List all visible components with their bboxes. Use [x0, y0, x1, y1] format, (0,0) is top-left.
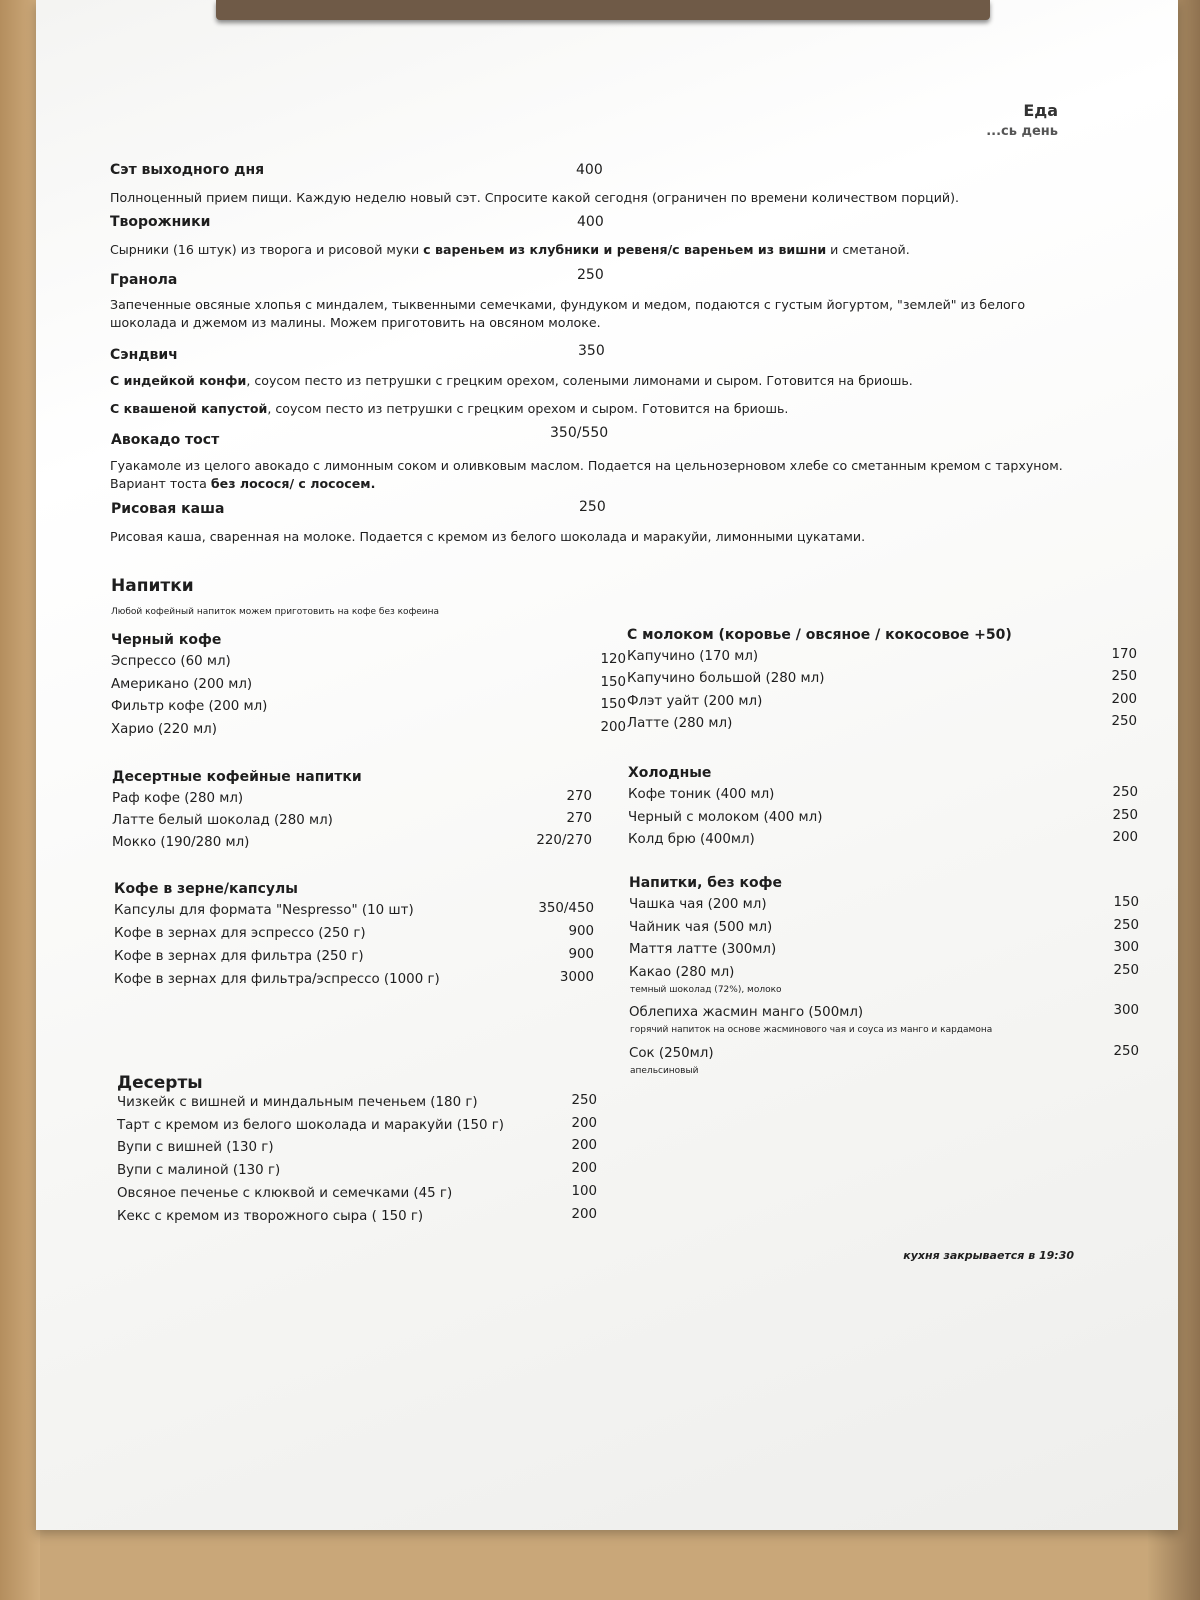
menu-row-price: 250: [1113, 1043, 1139, 1059]
menu-row-name: Капучино (170 мл): [627, 649, 759, 664]
food-item-name: Сэт выходного дня: [110, 162, 265, 178]
menu-row-note: темный шоколад (72%), молоко: [630, 984, 782, 995]
menu-row-name: Мокко (190/280 мл): [112, 835, 250, 850]
menu-row-price: 200: [571, 1138, 597, 1154]
menu-row-price: 300: [1113, 940, 1139, 955]
menu-row-name: Кофе в зернах для эспрессо (250 г): [114, 926, 366, 941]
menu-row-price: 300: [1113, 1003, 1139, 1018]
menu-row-price: 350/450: [538, 901, 594, 916]
menu-row-price: 200: [1112, 830, 1138, 845]
menu-row-price: 200: [571, 1161, 597, 1177]
menu-row-name: Тарт с кремом из белого шоколада и маракуйи (150 г): [117, 1117, 505, 1133]
drink-group-title: Кофе в зерне/капсулы: [114, 881, 298, 897]
kitchen-closing-note: кухня закрывается в 19:30: [903, 1249, 1074, 1262]
food-item-desc: Полноценный прием пищи. Каждую неделю новый сэт. Спросите какой сегодня (ограничен по времени количеством порций).: [110, 190, 959, 205]
menu-row-name: Капсулы для формата "Nespresso" (10 шт): [114, 903, 414, 918]
food-item-price: 400: [576, 162, 603, 178]
food-item-name: Рисовая каша: [111, 501, 225, 517]
menu-row-note: апельсиновый: [630, 1065, 699, 1076]
menu-row-name: Эспрессо (60 мл): [111, 654, 231, 669]
menu-row-name: Сок (250мл): [629, 1045, 714, 1061]
menu-row-price: 250: [1111, 713, 1137, 729]
menu-row-price: 3000: [559, 970, 594, 985]
menu-row-price: 170: [1111, 647, 1137, 662]
menu-row-price: 100: [571, 1183, 597, 1199]
drink-group-title: Холодные: [628, 765, 712, 781]
menu-row-price: 200: [571, 1115, 597, 1131]
drink-group-title: Черный кофе: [111, 632, 222, 648]
food-section-label: Еда: [1023, 101, 1058, 120]
clipboard-clip: [216, 0, 990, 20]
menu-row-name: Чашка чая (200 мл): [629, 897, 767, 912]
menu-row-price: 150: [1113, 895, 1139, 910]
drink-group-title: С молоком (коровье / овсяное / кокосовое +50): [627, 627, 1012, 643]
menu-row-name: Латте белый шоколад (280 мл): [112, 813, 333, 828]
menu-row-price: 200: [571, 1206, 597, 1222]
food-item-name: Творожники: [110, 214, 211, 230]
menu-row-price: 150: [600, 674, 626, 690]
menu-row-price: 900: [568, 924, 594, 939]
menu-row-price: 270: [566, 789, 592, 804]
menu-row-name: Колд брю (400мл): [628, 832, 755, 847]
drink-group-title: Напитки, без кофе: [629, 875, 783, 891]
menu-row-price: 270: [566, 811, 592, 826]
menu-row-name: Фильтр кофе (200 мл): [111, 699, 268, 714]
menu-row-price: 900: [568, 947, 594, 962]
menu-row-price: 200: [1111, 691, 1137, 707]
menu-row-price: 220/270: [536, 833, 592, 848]
clipboard-edge-left: [0, 0, 40, 1600]
food-item-desc: Запеченные овсяные хлопья с миндалем, тыквенными семечками, фундуком и медом, подаются с густым йогуртом, "землей" из белого шоколада и джемом из малины. Можем приготовить на овсяном молоке.: [110, 297, 1026, 330]
menu-row-name: Облепиха жасмин манго (500мл): [629, 1005, 864, 1020]
menu-row-price: 250: [1112, 807, 1138, 823]
menu-row-price: 250: [1111, 669, 1137, 685]
menu-row-name: Капучино большой (280 мл): [627, 671, 825, 687]
menu-row-note: горячий напиток на основе жасминового чая и соуса из манго и кардамона: [630, 1025, 993, 1035]
menu-row-name: Кофе в зернах для фильтра/эспрессо (1000 г): [114, 972, 440, 987]
menu-row-name: Харио (220 мл): [111, 721, 217, 737]
drinks-title: Напитки: [111, 576, 194, 596]
menu-row-price: 250: [1113, 962, 1139, 978]
menu-row-name: Кофе тоник (400 мл): [628, 787, 775, 802]
menu-row-name: Вупи с вишней (130 г): [117, 1140, 274, 1156]
food-item-price: 400: [577, 214, 604, 230]
menu-row-price: 150: [600, 697, 626, 712]
menu-row-name: Флэт уайт (200 мл): [627, 693, 763, 709]
food-item-name: Авокадо тост: [111, 432, 220, 448]
food-item-name: Сэндвич: [110, 347, 178, 363]
food-item-price: 250: [577, 267, 604, 283]
drinks-note: Любой кофейный напиток можем приготовить на кофе без кофеина: [111, 607, 440, 617]
food-item-desc: Сырники (16 штук) из творога и рисовой муки с вареньем из клубники и ревеня/с вареньем из вишни и сметаной.: [110, 242, 910, 257]
menu-row-name: Кекс с кремом из творожного сыра ( 150 г): [117, 1208, 424, 1224]
food-item-desc-alt: С квашеной капустой, соусом песто из петрушки с грецким орехом и сыром. Готовится на бриошь.: [110, 401, 789, 416]
desserts-title: Десерты: [117, 1073, 203, 1093]
menu-row-price: 250: [571, 1093, 597, 1108]
menu-row-price: 200: [600, 719, 626, 735]
menu-row-name: Чизкейк с вишней и миндальным печеньем (180 г): [117, 1095, 478, 1110]
food-item-desc: С индейкой конфи, соусом песто из петрушки с грецким орехом, солеными лимонами и сыром. Готовится на бриошь.: [110, 373, 913, 388]
food-item-name: Гранола: [110, 272, 178, 288]
menu-row-name: Вупи с малиной (130 г): [117, 1163, 281, 1179]
menu-row-name: Кофе в зернах для фильтра (250 г): [114, 949, 364, 964]
food-item-price: 350: [578, 343, 605, 359]
food-item-desc: Рисовая каша, сваренная на молоке. Подается с кремом из белого шоколада и маракуйи, лимонными цукатами.: [110, 529, 866, 544]
drink-group-title: Десертные кофейные напитки: [112, 769, 362, 785]
menu-row-name: Раф кофе (280 мл): [112, 791, 244, 806]
menu-row-name: Черный с молоком (400 мл): [628, 809, 823, 825]
menu-row-name: Чайник чая (500 мл): [629, 919, 773, 935]
menu-row-price: 250: [1113, 917, 1139, 933]
menu-row-name: Овсяное печенье с клюквой и семечками (45 г): [117, 1185, 453, 1201]
menu-sheet: [36, 0, 1178, 1530]
food-item-price: 350/550: [550, 425, 609, 441]
food-section-subtitle: ...сь день: [986, 124, 1058, 139]
menu-row-price: 250: [1112, 785, 1138, 800]
food-item-price: 250: [579, 499, 606, 515]
food-item-desc: Гуакамоле из целого авокадо с лимонным соком и оливковым маслом. Подается на цельнозерновом хлебе со сметанным кремом с тархуном. Вариант тоста без лосося/ с лососем.: [110, 458, 1063, 491]
menu-row-name: Какао (280 мл): [629, 964, 735, 980]
menu-row-name: Американо (200 мл): [111, 676, 253, 692]
menu-row-name: Маття латте (300мл): [629, 942, 777, 957]
menu-row-price: 120: [600, 652, 626, 667]
menu-row-name: Латте (280 мл): [627, 715, 733, 731]
